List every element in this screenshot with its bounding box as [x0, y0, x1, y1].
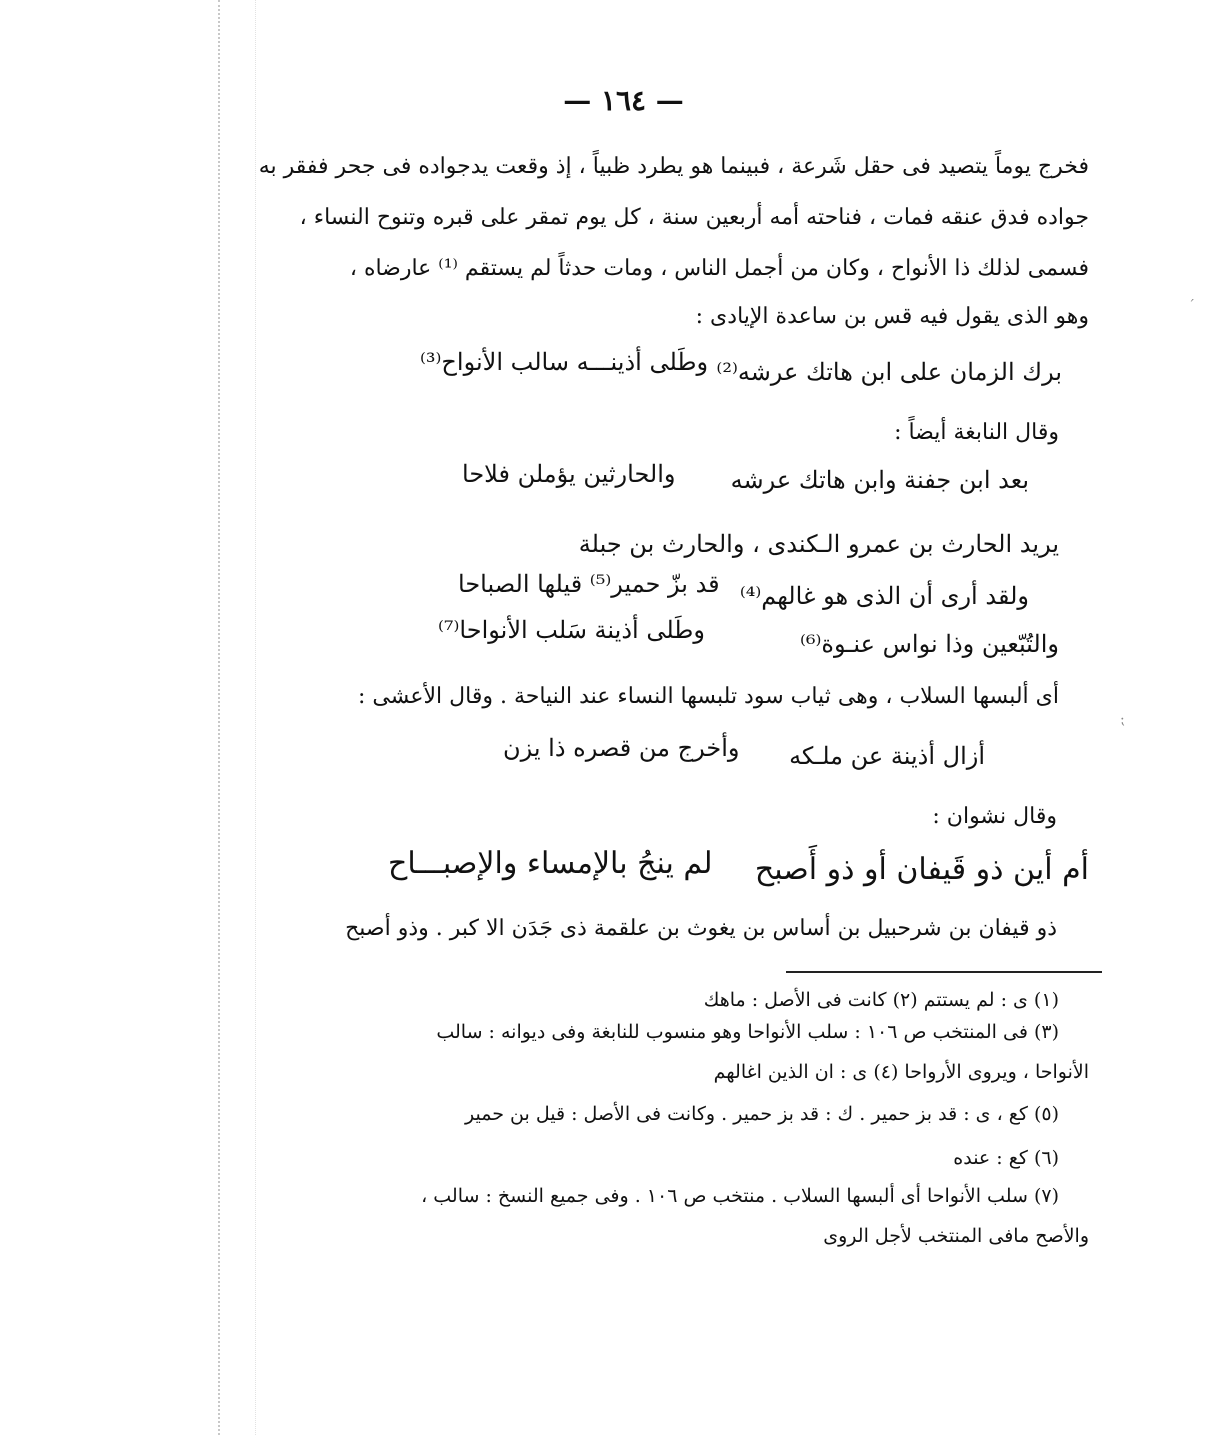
verse-2-second-hemistich: والحارثين يؤملن فلاحا: [462, 460, 676, 488]
verse-1-first-hemistich: برك الزمان على ابن هاتك عرشه⁽²⁾: [716, 358, 1062, 386]
page-number: — ١٦٤ —: [563, 84, 684, 117]
verse-3-line: يريد الحارث بن عمرو الـكندى ، والحارث بن جبلة: [578, 530, 1059, 558]
prose-line-3: فسمى لذلك ذا الأنواح ، وكان من أجمل الناس ، ومات حدثاً لم يستقم ⁽¹⁾ عارضاه ،: [349, 256, 1089, 281]
verse-7-second-hemistich: لم ينجُ بالإمساء والإصبـــاح: [388, 846, 713, 881]
intro-nabigha: وقال النابغة أيضاً :: [894, 420, 1059, 445]
footnote-7: (٧) سلب الأنواحا أى ألبسها السلاب . منتخب ص ١٠٦ . وفى جميع النسخ : سالب ،: [421, 1185, 1059, 1207]
prose-line-2: جواده فدق عنقه فمات ، فناحته أمه أربعين سنة ، كل يوم تمقر على قبره وتنوح النساء ،: [299, 205, 1089, 230]
footnote-separator: [786, 971, 1102, 973]
verse-6-second-hemistich: وأخرج من قصره ذا يزن: [503, 734, 740, 762]
verse-5-first-hemistich: والتُبّعين وذا نواس عنـوة⁽⁶⁾: [799, 630, 1059, 658]
scan-speck: ˊ: [1188, 298, 1195, 314]
prose-line-4: وهو الذى يقول فيه قس بن ساعدة الإيادى :: [695, 304, 1089, 329]
verse-4-first-hemistich: ولقد أرى أن الذى هو غالهم⁽⁴⁾: [739, 582, 1029, 610]
final-prose-line: ذو قيفان بن شرحبيل بن أساس بن يغوث بن علقمة ذى جَدَن الا كبر . وذو أصبح: [345, 916, 1057, 941]
footnote-1-2: (١) ى : لم يستتم (٢) كانت فى الأصل : ماهك: [703, 989, 1059, 1011]
footnote-5: (٥) كع ، ى : قد بز حمير . ك : قد بز حمير . وكانت فى الأصل : قيل بن حمير: [465, 1103, 1059, 1125]
verse-1-second-hemistich: وطَلى أذينـــه سالب الأنواح⁽³⁾: [420, 348, 709, 376]
verse-5-second-hemistich: وطَلى أذينة سَلب الأنواحا⁽⁷⁾: [438, 616, 705, 644]
scan-speck: ⁏: [1120, 712, 1125, 728]
verse-7-first-hemistich: أم أين ذو قَيفان أو ذو أَصبح: [754, 852, 1089, 887]
intro-nashwan: وقال نشوان :: [932, 804, 1057, 829]
footnote-3-continuation-4: الأنواحا ، ويروى الأرواحا (٤) ى : ان الذين اغالهم: [713, 1061, 1089, 1083]
prose-line-1: فخرج يوماً يتصيد فى حقل شَرعة ، فبينما هو يطرد ظبياً ، إذ وقعت يدجواده فى جحر ففقر به: [258, 154, 1089, 179]
left-margin-dotted-rule-faint: [255, 0, 256, 1435]
explanation-line: أى ألبسها السلاب ، وهى ثياب سود تلبسها النساء عند النياحة . وقال الأعشى :: [357, 684, 1059, 709]
footnote-6: (٦) كع : عنده: [953, 1147, 1059, 1169]
verse-6-first-hemistich: أزال أذينة عن ملـكه: [789, 742, 985, 770]
verse-2-first-hemistich: بعد ابن جفنة وابن هاتك عرشه: [730, 466, 1029, 494]
footnote-3: (٣) فى المنتخب ص ١٠٦ : سلب الأنواحا وهو منسوب للنابغة وفى ديوانه : سالب: [436, 1021, 1059, 1043]
left-margin-dotted-rule: [218, 0, 220, 1435]
footnote-7-continuation: والأصح مافى المنتخب لأجل الروى: [823, 1225, 1089, 1247]
verse-4-second-hemistich: قد بزّ حمير⁽⁵⁾ قيلها الصباحا: [458, 570, 720, 598]
